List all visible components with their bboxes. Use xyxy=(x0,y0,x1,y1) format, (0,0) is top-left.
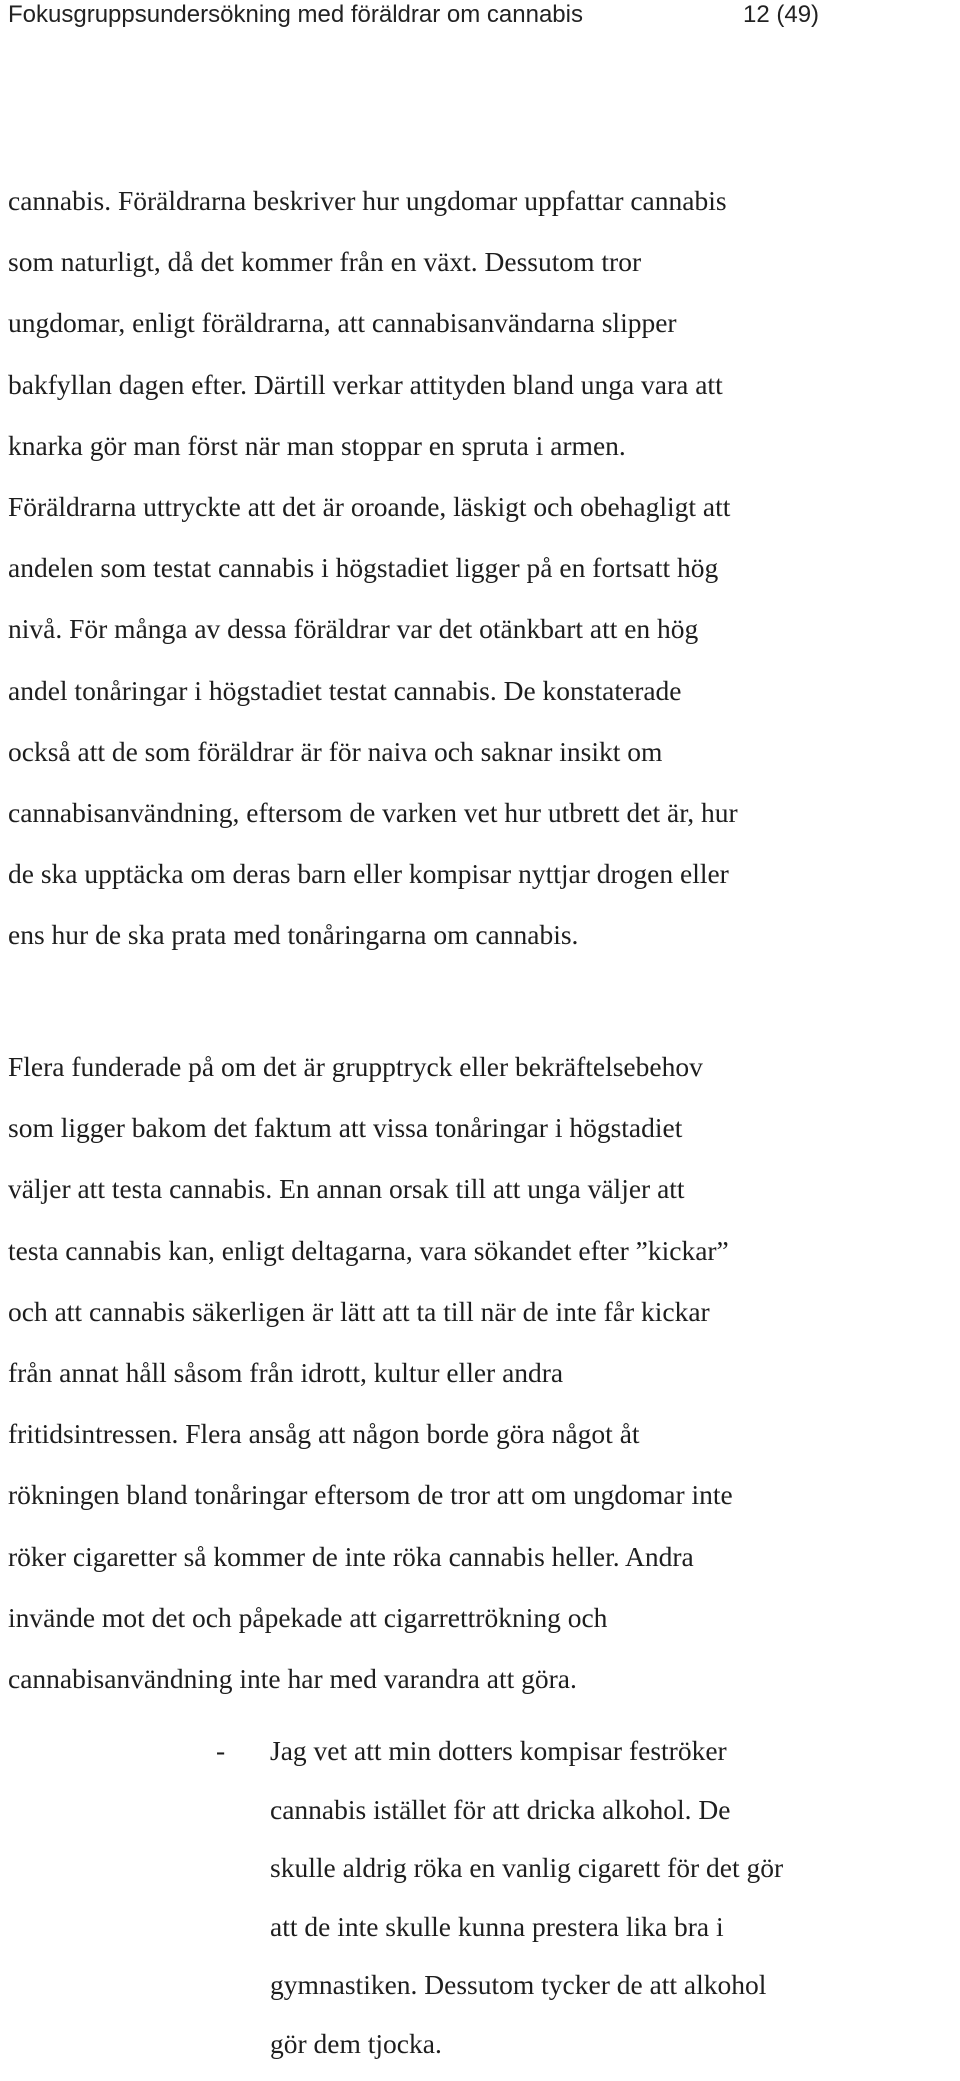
page-number: 12 (49) xyxy=(743,1,820,28)
quote-line: att de inte skulle kunna prestera lika bra i xyxy=(270,1910,724,1942)
quote-line: Jag vet att min dotters kompisar feströker xyxy=(270,1735,727,1766)
paragraph-2 xyxy=(8,1036,956,1709)
paragraph-line: andel tonåringar i högstadiet testat cannabis. De konstaterade xyxy=(8,674,682,706)
paragraph-line: cannabis. Föräldrarna beskriver hur ungdomar uppfattar cannabis xyxy=(8,185,727,216)
quote-line: cannabis istället för att dricka alkohol. De xyxy=(270,1793,731,1825)
paragraph-line: Föräldrarna uttryckte att det är oroande, läskigt och obehagligt att xyxy=(8,490,731,522)
paragraph-line: från annat håll såsom från idrott, kultur eller andra xyxy=(8,1356,564,1388)
quote-line: gymnastiken. Dessutom tycker de att alkohol xyxy=(270,1969,767,2000)
paragraph-line: rökningen bland tonåringar eftersom de tror att om ungdomar inte xyxy=(8,1479,733,1511)
paragraph-line: också att de som föräldrar är för naiva och saknar insikt om xyxy=(8,735,663,767)
paragraph-line: ens hur de ska prata med tonåringarna om cannabis. xyxy=(8,919,579,951)
quote-text xyxy=(270,1722,960,2073)
paragraph-line: de ska upptäcka om deras barn eller kompisar nyttjar drogen eller xyxy=(8,858,729,890)
paragraph-line: cannabisanvändning inte har med varandra att göra. xyxy=(8,1662,577,1694)
paragraph-line: Flera funderade på om det är grupptryck eller bekräftelsebehov xyxy=(8,1051,703,1082)
paragraph-line: invände mot det och påpekade att cigarrettrökning och xyxy=(8,1601,608,1633)
paragraph-1 xyxy=(8,170,956,965)
paragraph-line: cannabisanvändning, eftersom de varken vet hur utbrett det är, hur xyxy=(8,796,738,828)
paragraph-line: väljer att testa cannabis. En annan orsak till att unga väljer att xyxy=(8,1173,685,1205)
paragraph-line: nivå. För många av dessa föräldrar var det otänkbart att en hög xyxy=(8,613,699,645)
paragraph-line: som naturligt, då det kommer från en växt. Dessutom tror xyxy=(8,246,642,278)
paragraph-line: som ligger bakom det faktum att vissa tonåringar i högstadiet xyxy=(8,1112,683,1144)
paragraph-line: bakfyllan dagen efter. Därtill verkar attityden bland unga vara att xyxy=(8,368,723,400)
bullet-dash: - xyxy=(216,1735,226,1766)
paragraph-line: ungdomar, enligt föräldrarna, att cannabisanvändarna slipper xyxy=(8,307,677,339)
document-title: Fokusgruppsundersökning med föräldrar om cannabis xyxy=(8,1,583,28)
paragraph-line: testa cannabis kan, enligt deltagarna, vara sökandet efter ”kickar” xyxy=(8,1234,729,1266)
paragraph-line: och att cannabis säkerligen är lätt att ta till när de inte får kickar xyxy=(8,1295,710,1327)
paragraph-line: andelen som testat cannabis i högstadiet ligger på en fortsatt hög xyxy=(8,552,719,584)
paragraph-line: röker cigaretter så kommer de inte röka cannabis heller. Andra xyxy=(8,1540,694,1572)
quote-line: gör dem tjocka. xyxy=(270,2027,442,2059)
paragraph-line: fritidsintressen. Flera ansåg att någon borde göra något åt xyxy=(8,1418,640,1450)
quote-line: skulle aldrig röka en vanlig cigarett för det gör xyxy=(270,1852,784,1883)
paragraph-line: knarka gör man först när man stoppar en spruta i armen. xyxy=(8,429,626,461)
